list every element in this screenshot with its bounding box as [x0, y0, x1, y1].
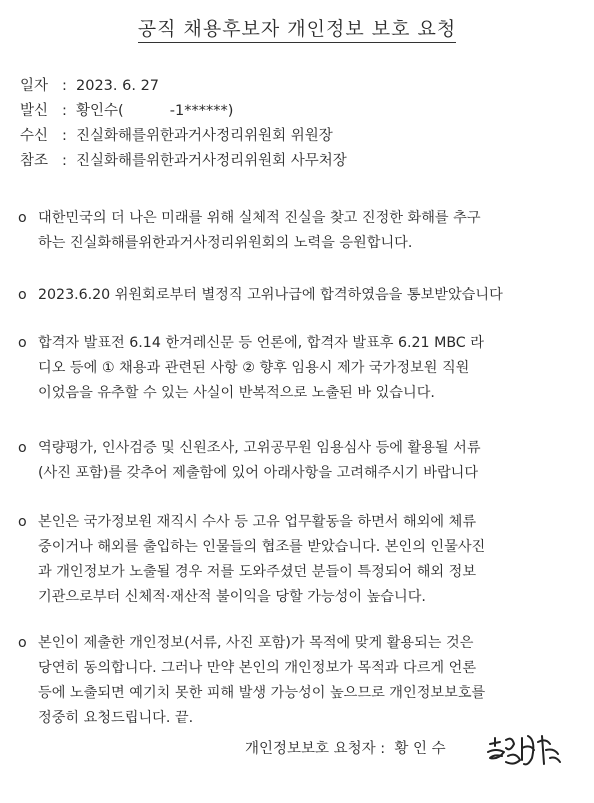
header-label: 수신 — [20, 128, 49, 144]
paragraph-text: 합격자 발표전 6.14 한겨레신문 등 언론에, 합격자 발표후 6.21 MBC 라 디오 등에 ① 채용과 관련된 사항 ② 향후 임용시 제가 국가정보원 직원 이었음을 유추할 수 있는 사실이 반복적으로 노출된 바 있습니다. — [38, 335, 484, 401]
handwritten-signature — [484, 730, 564, 774]
paragraph — [18, 631, 578, 731]
bullet-marker: o — [18, 514, 27, 530]
paragraph — [18, 510, 578, 610]
bullet-marker: o — [18, 287, 27, 303]
header-value: 진실화해를위한과거사정리위원회 사무처장 — [76, 153, 347, 169]
header-value: 2023. 6. 27 — [76, 78, 160, 94]
paragraph-text: 역량평가, 인사검증 및 신원조사, 고위공무원 임용심사 등에 활용될 서류 (사진 포함)를 갖추어 제출함에 있어 아래사항을 고려해주시기 바랍니다 — [38, 440, 481, 481]
bullet-marker: o — [18, 335, 27, 351]
paragraph — [18, 331, 578, 406]
header-colon: : — [62, 128, 67, 144]
requester-line: 개인정보보호 요청자 : 황 인 수 — [245, 741, 446, 757]
header-label: 참조 — [20, 153, 49, 169]
bullet-marker: o — [18, 440, 27, 456]
paragraph — [18, 283, 578, 308]
paragraph-text: 본인이 제출한 개인정보(서류, 사진 포함)가 목적에 맞게 활용되는 것은 당연히 동의합니다. 그러나 만약 본인의 개인정보가 목적과 다르게 언론 등에 노출되면 예기치 못한 피해 발생 가능성이 높으므로 개인정보보호를 정중히 요청드립니다. 끝. — [38, 635, 486, 726]
header-label: 일자 — [20, 78, 49, 94]
paragraph-text: 대한민국의 더 나은 미래를 위해 실체적 진실을 찾고 진정한 화해를 추구 하는 진실화해를위한과거사정리위원회의 노력을 응원합니다. — [38, 210, 481, 251]
header-value: 진실화해를위한과거사정리위원회 위원장 — [76, 128, 333, 144]
header-colon: : — [62, 153, 67, 169]
bullet-marker: o — [18, 210, 27, 226]
header-row-sender — [20, 99, 347, 124]
document-header — [20, 74, 347, 174]
paragraph — [18, 206, 578, 256]
paragraph-text: 2023.6.20 위원회로부터 별정직 고위나급에 합격하였음을 통보받았습니다 — [38, 287, 503, 303]
paragraph — [18, 436, 578, 486]
document-title: 공직 채용후보자 개인정보 보호 요청 — [0, 14, 594, 41]
header-label: 발신 — [20, 103, 49, 119]
header-colon: : — [62, 78, 67, 94]
header-colon: : — [62, 103, 67, 119]
paragraph-text: 본인은 국가정보원 재직시 수사 등 고유 업무활동을 하면서 해외에 체류 중이거나 해외를 출입하는 인물들의 협조를 받았습니다. 본인의 인물사진 과 개인정보가 노출될 경우 저를 도와주셨던 분들이 특정되어 해외 정보 기관으로부터 신체적·재산적 불이익을 당할 가능성이 높습니다. — [38, 514, 486, 605]
header-value: 황인수( -1******) — [76, 103, 234, 119]
header-row-reference — [20, 149, 347, 174]
header-row-recipient — [20, 124, 347, 149]
header-row-date — [20, 74, 347, 99]
bullet-marker: o — [18, 635, 27, 651]
